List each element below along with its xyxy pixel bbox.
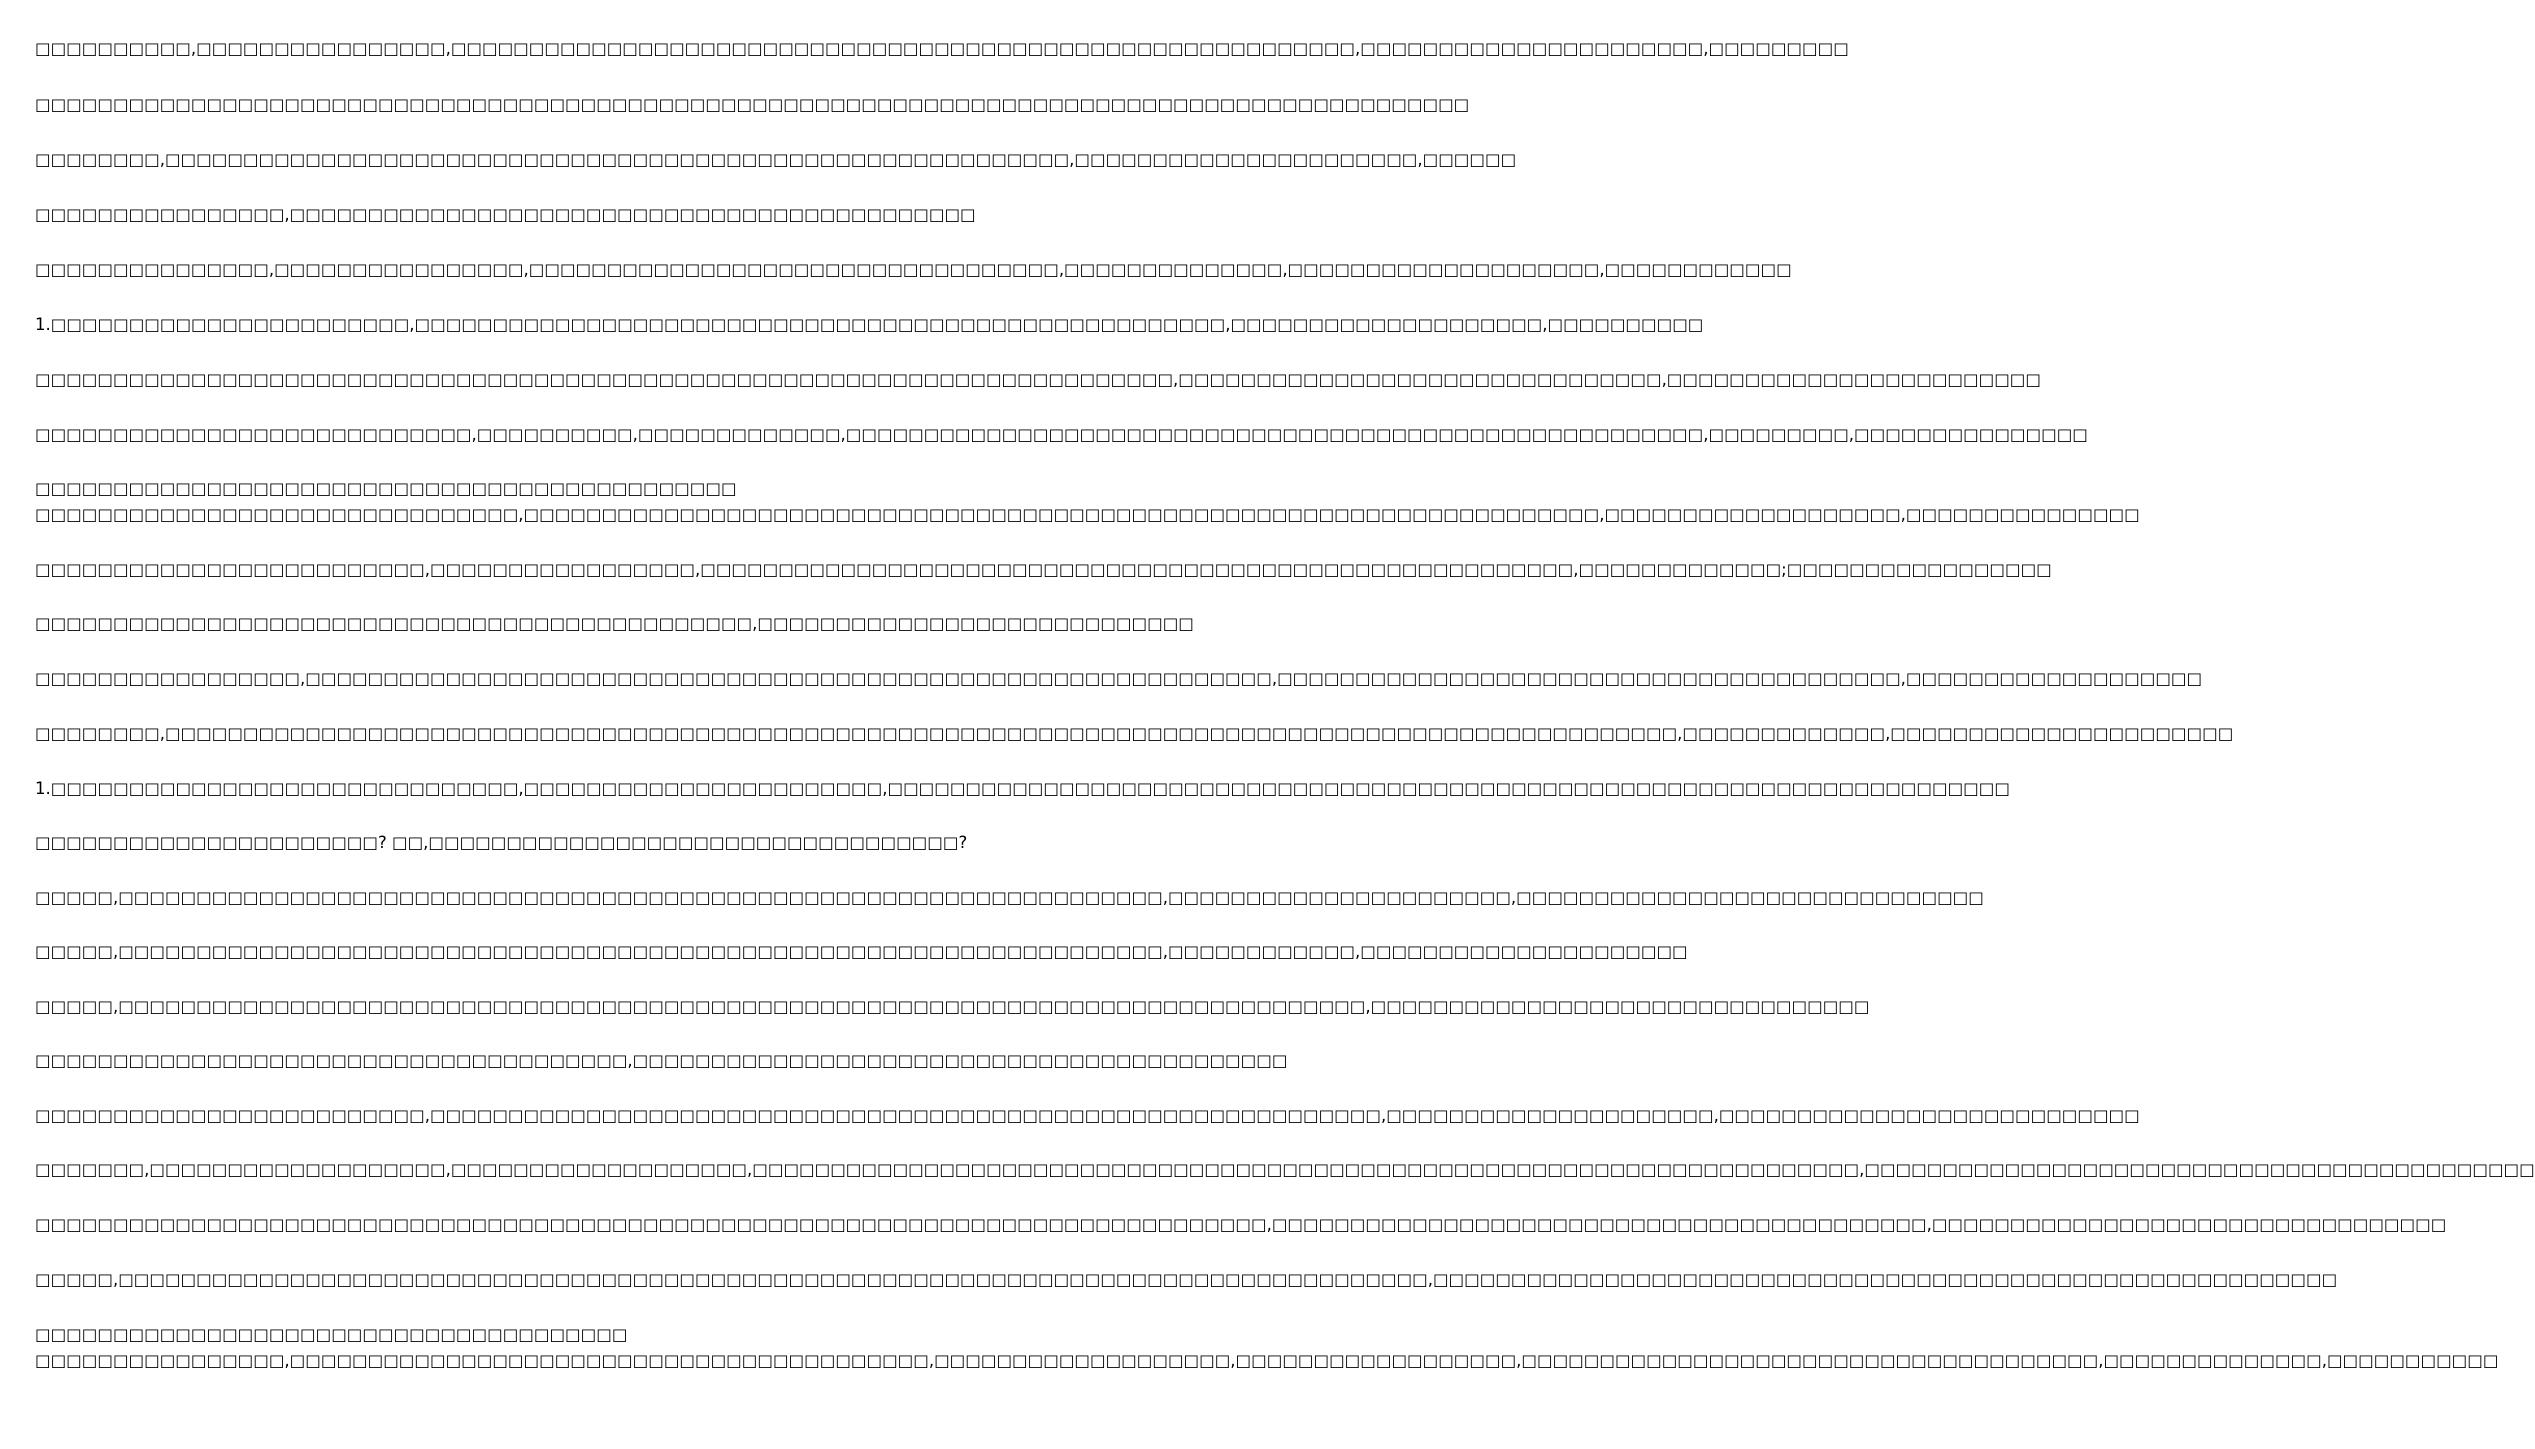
text-line: □□□□□□□□□□□□□□□□□□□□□□□□□□□□□□□□□□□□□□□□□□□□□□□□□□□□□□□□□□□□□□□□□□□□□□□□□□□□□□□□□□□□□□□□□□□□	[35, 95, 1470, 114]
text-line: □□□□□□□□□□□□□□□□□□□□□□□□□,□□□□□□□□□□□□□□□□□□□□□□□□□□□□□□□□□□□□□□□□□□□□□□□□□□□□□□□□□□□□□,□□□□□□□□□□□□□□□□□□□□□,□□□□□□□□□□□□□□□□□□□□□□□□□□□	[35, 1106, 2140, 1125]
text-line: □□□□□□□□□□□□□□□□□□□□□□? □□,□□□□□□□□□□□□□□□□□□□□□□□□□□□□□□□□□□?	[35, 833, 968, 852]
text-line: □□□□□,□□□□□□□□□□□□□□□□□□□□□□□□□□□□□□□□□□□□□□□□□□□□□□□□□□□□□□□□□□□□□□□□□□□,□□□□□□□□□□□□,□□□□□□□□□□□□□□□□□□□□□	[35, 942, 1688, 961]
text-line: □□□□□□□□□□□□□□□□□□□□□□□□□□□□,□□□□□□□□□□,□□□□□□□□□□□□□,□□□□□□□□□□□□□□□□□□□□□□□□□□□□□□□□□□□□□□□□□□□□□□□□□□□□□□□,□□□□□□□□□,□□□□□□□□□□□□□□□	[35, 425, 2088, 444]
text-line: □□□□□□□□□□□□□□□□□□□□□□□□□□□□□□□□□□□□□□□□□□□□□□□□□□□□□□□□□□□□□□□□□□□□□□□□□□□□□□□,□□□□□□□□□□□□□□□□□□□□□□□□□□□□□□□□□□□□□□□□□□,□□□□□□□□□□□□□□□□□□□□□□□□□□□□□□□□□	[35, 1215, 2447, 1234]
text-line: □□□□□□□,□□□□□□□□□□□□□□□□□□□,□□□□□□□□□□□□□□□□□□□,□□□□□□□□□□□□□□□□□□□□□□□□□□□□□□□□□□□□□□□□□□□□□□□□□□□□□□□□□□□□□□□□□□□□□□□,□□□□□□□□□□□□□□□□□□□□□□□□□□□□□□□□□□□□□□□□□□□	[35, 1160, 2535, 1179]
text-line: □□□□□□□□□□□□□□□□□□□□□□□□□□□□□□□□□□□□□□,□□□□□□□□□□□□□□□□□□□□□□□□□□□□□□□□□□□□□□□□□□	[35, 1051, 1288, 1070]
text-line: □□□□□□□□□□□□□□□□□□□□□□□□□□□□□□□□□□□□□□□□□□□□□	[35, 479, 737, 498]
text-line: □□□□□□□□□□□□□□□□□□□□□□□□□□□□□□□□□□□□□□	[35, 1325, 628, 1344]
text-line: □□□□□□□□□□□□□□□□,□□□□□□□□□□□□□□□□□□□□□□□□□□□□□□□□□□□□□□□□□,□□□□□□□□□□□□□□□□□□□,□□□□□□□□□□□□□□□□□□,□□□□□□□□□□□□□□□□□□□□□□□□□□□□□□□□□□□□□,□□□□□□□□□□□□□□,□□□□□□□□□□□	[35, 1351, 2499, 1370]
text-line: □□□□□□□□□□,□□□□□□□□□□□□□□□□,□□□□□□□□□□□□□□□□□□□□□□□□□□□□□□□□□□□□□□□□□□□□□□□□□□□□□□□□□□,□□□□□□□□□□□□□□□□□□□□□□,□□□□□□□□□	[35, 39, 1849, 58]
text-line: □□□□□□□□□□□□□□□□□□□□□□□□□,□□□□□□□□□□□□□□□□□,□□□□□□□□□□□□□□□□□□□□□□□□□□□□□□□□□□□□□□□□□□□□□□□□□□□□□□□□,□□□□□□□□□□□□□;□□□□□□□□□□□□□□□□□	[35, 560, 2052, 579]
text-line: □□□□□,□□□□□□□□□□□□□□□□□□□□□□□□□□□□□□□□□□□□□□□□□□□□□□□□□□□□□□□□□□□□□□□□□□□□□□□□□□□□□□□□□□□□,□□□□□□□□□□□□□□□□□□□□□□□□□□□□□□□□□□□□□□□□□□□□□□□□□□□□□□□□□□	[35, 1270, 2338, 1289]
text-line: □□□□□□□□□□□□□□□□□□□□□□□□□□□□□□□□□□□□□□□□□□□□□□,□□□□□□□□□□□□□□□□□□□□□□□□□□□□	[35, 614, 1194, 633]
text-line: □□□□□,□□□□□□□□□□□□□□□□□□□□□□□□□□□□□□□□□□□□□□□□□□□□□□□□□□□□□□□□□□□□□□□□□□□□□□□□□□□□□□□□,□□□□□□□□□□□□□□□□□□□□□□□□□□□□□□□□	[35, 997, 1870, 1016]
text-line: □□□□□,□□□□□□□□□□□□□□□□□□□□□□□□□□□□□□□□□□□□□□□□□□□□□□□□□□□□□□□□□□□□□□□□□□□,□□□□□□□□□□□□□□□□□□□□□□,□□□□□□□□□□□□□□□□□□□□□□□□□□□□□□	[35, 888, 1984, 907]
text-line: □□□□□□□□□□□□□□□□□□□□□□□□□□□□□□□,□□□□□□□□□□□□□□□□□□□□□□□□□□□□□□□□□□□□□□□□□□□□□□□□□□□□□□□□□□□□□□□□□□□□□,□□□□□□□□□□□□□□□□□□□,□□□□□□□□□□□□□□□	[35, 505, 2140, 524]
document-page	[35, 0, 2535, 1449]
text-line: □□□□□□□□□□□□□□□□□□□□□□□□□□□□□□□□□□□□□□□□□□□□□□□□□□□□□□□□□□□□□□□□□□□□□□□□□,□□□□□□□□□□□□□□□□□□□□□□□□□□□□□□□,□□□□□□□□□□□□□□□□□□□□□□□□	[35, 370, 2041, 389]
text-line: □□□□□□□□□□□□□□□□,□□□□□□□□□□□□□□□□□□□□□□□□□□□□□□□□□□□□□□□□□□□□	[35, 205, 976, 224]
text-line: □□□□□□□□,□□□□□□□□□□□□□□□□□□□□□□□□□□□□□□□□□□□□□□□□□□□□□□□□□□□□□□□□□□□□□□□□□□□□□□□□□□□□□□□□□□□□□□□□□□□□□□□□□,□□□□□□□□□□□□□,□□□□□□□□□□□□□□□□□□□□□□	[35, 724, 2234, 743]
text-line: □□□□□□□□□□□□□□□,□□□□□□□□□□□□□□□□,□□□□□□□□□□□□□□□□□□□□□□□□□□□□□□□□□□,□□□□□□□□□□□□□□,□□□□□□□□□□□□□□□□□□□□,□□□□□□□□□□□□	[35, 260, 1792, 279]
text-line: 1.□□□□□□□□□□□□□□□□□□□□□□□□□□□□□□,□□□□□□□□□□□□□□□□□□□□□□□,□□□□□□□□□□□□□□□□□□□□□□□□□□□□□□□□□□□□□□□□□□□□□□□□□□□□□□□□□□□□□□□□□□□□□□□□	[35, 779, 2010, 798]
text-line: □□□□□□□□□□□□□□□□□,□□□□□□□□□□□□□□□□□□□□□□□□□□□□□□□□□□□□□□□□□□□□□□□□□□□□□□□□□□□□□□,□□□□□□□□□□□□□□□□□□□□□□□□□□□□□□□□□□□□□□□□,□□□□□□□□□□□□□□□□□□□	[35, 669, 2203, 688]
text-line: 1.□□□□□□□□□□□□□□□□□□□□□□□,□□□□□□□□□□□□□□□□□□□□□□□□□□□□□□□□□□□□□□□□□□□□□□□□□□□□,□□□□□□□□□□□□□□□□□□□□,□□□□□□□□□□	[35, 315, 1704, 334]
text-line: □□□□□□□□,□□□□□□□□□□□□□□□□□□□□□□□□□□□□□□□□□□□□□□□□□□□□□□□□□□□□□□□□□□,□□□□□□□□□□□□□□□□□□□□□□,□□□□□□	[35, 150, 1517, 169]
